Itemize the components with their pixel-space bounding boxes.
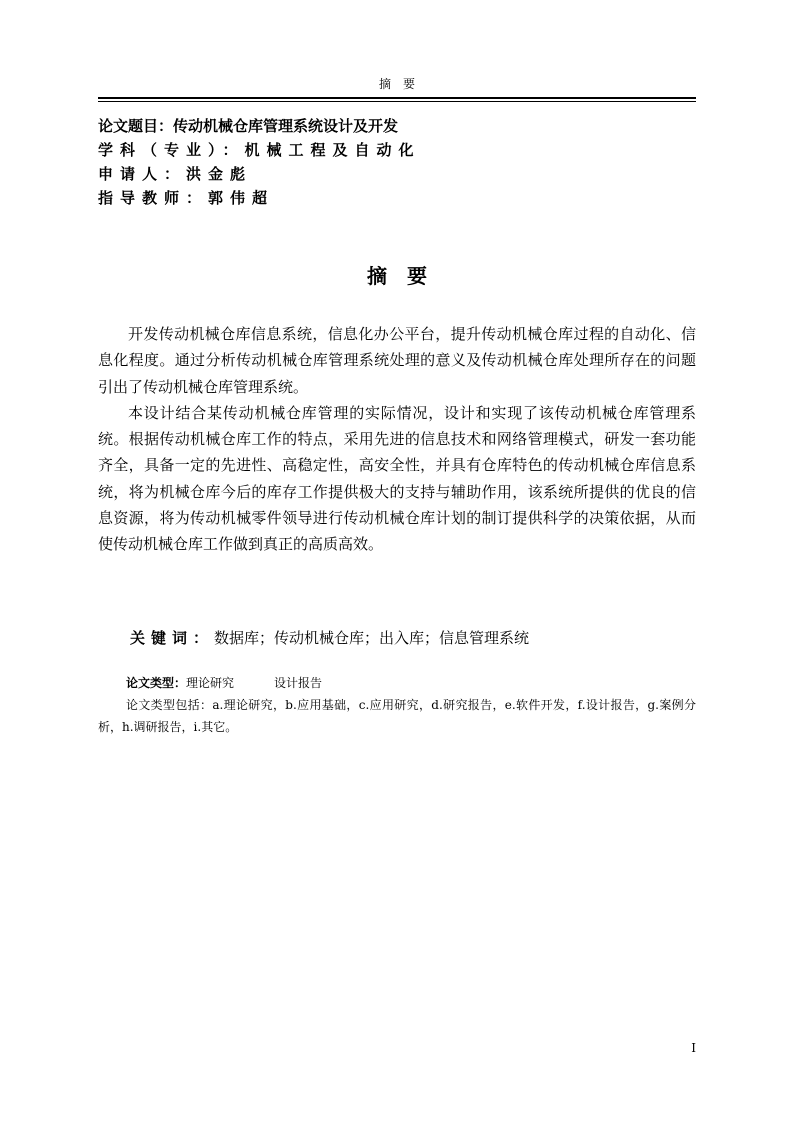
applicant-line: [98, 162, 696, 186]
advisor-label: 指导教师：: [98, 189, 209, 207]
abstract-paragraph-2: 本设计结合某传动机械仓库管理的实际情况，设计和实现了该传动机械仓库管理系统。根据传动机械仓库工作的特点，采用先进的信息技术和网络管理模式，研发一套功能齐全，具备一定的先进性、高稳定性，高安全性，并具有仓库特色的传动机械仓库信息系统，将为机械仓库今后的库存工作提供极大的支持与辅助作用，该系统所提供的优良的信息资源，将为传动机械零件领导进行传动机械仓库计划的制订提供科学的决策依据，从而使传动机械仓库工作做到真正的高质高效。: [98, 403, 696, 554]
page-number: I: [691, 1041, 696, 1055]
abstract-paragraph-1: 开发传动机械仓库信息系统，信息化办公平台，提升传动机械仓库过程的自动化、信息化程度。通过分析传动机械仓库管理系统处理的意义及传动机械仓库处理所存在的问题引出了传动机械仓库管理系统。: [98, 325, 696, 396]
abstract-heading: 摘要: [367, 264, 447, 288]
running-header: 摘要: [378, 77, 427, 91]
paper-type-label: 论文类型：: [126, 676, 187, 690]
discipline-value: 机械工程及自动化: [244, 141, 421, 159]
paper-type-value-2: 设计报告: [274, 676, 323, 690]
paper-type: [126, 672, 696, 694]
keywords-label: 关键词：: [130, 629, 215, 647]
thesis-metadata: [98, 114, 696, 210]
advisor-value: 郭伟超: [208, 189, 275, 207]
discipline-line: [98, 138, 696, 162]
keywords: [130, 626, 696, 650]
thesis-title-line: [98, 114, 696, 138]
applicant-label: 申请人：: [98, 165, 187, 183]
paper-type-value-1: 理论研究: [186, 676, 235, 690]
discipline-label: 学科（专业）：: [98, 141, 245, 159]
keywords-value: 数据库；传动机械仓库；出入库；信息管理系统: [214, 629, 530, 647]
abstract-body: [98, 321, 696, 558]
header-rule-thin: [98, 101, 696, 102]
thesis-title-value: 传动机械仓库管理系统设计及开发: [173, 117, 399, 135]
advisor-line: [98, 186, 696, 210]
thesis-title-label: 论文题目：: [98, 117, 174, 135]
paper-types-description: 论文类型包括：a.理论研究，b.应用基础，c.应用研究，d.研究报告，e.软件开发，f.设计报告，g.案例分析，h.调研报告，i.其它。: [98, 698, 696, 734]
header-rule-thick: [98, 97, 696, 99]
applicant-value: 洪金彪: [186, 165, 253, 183]
